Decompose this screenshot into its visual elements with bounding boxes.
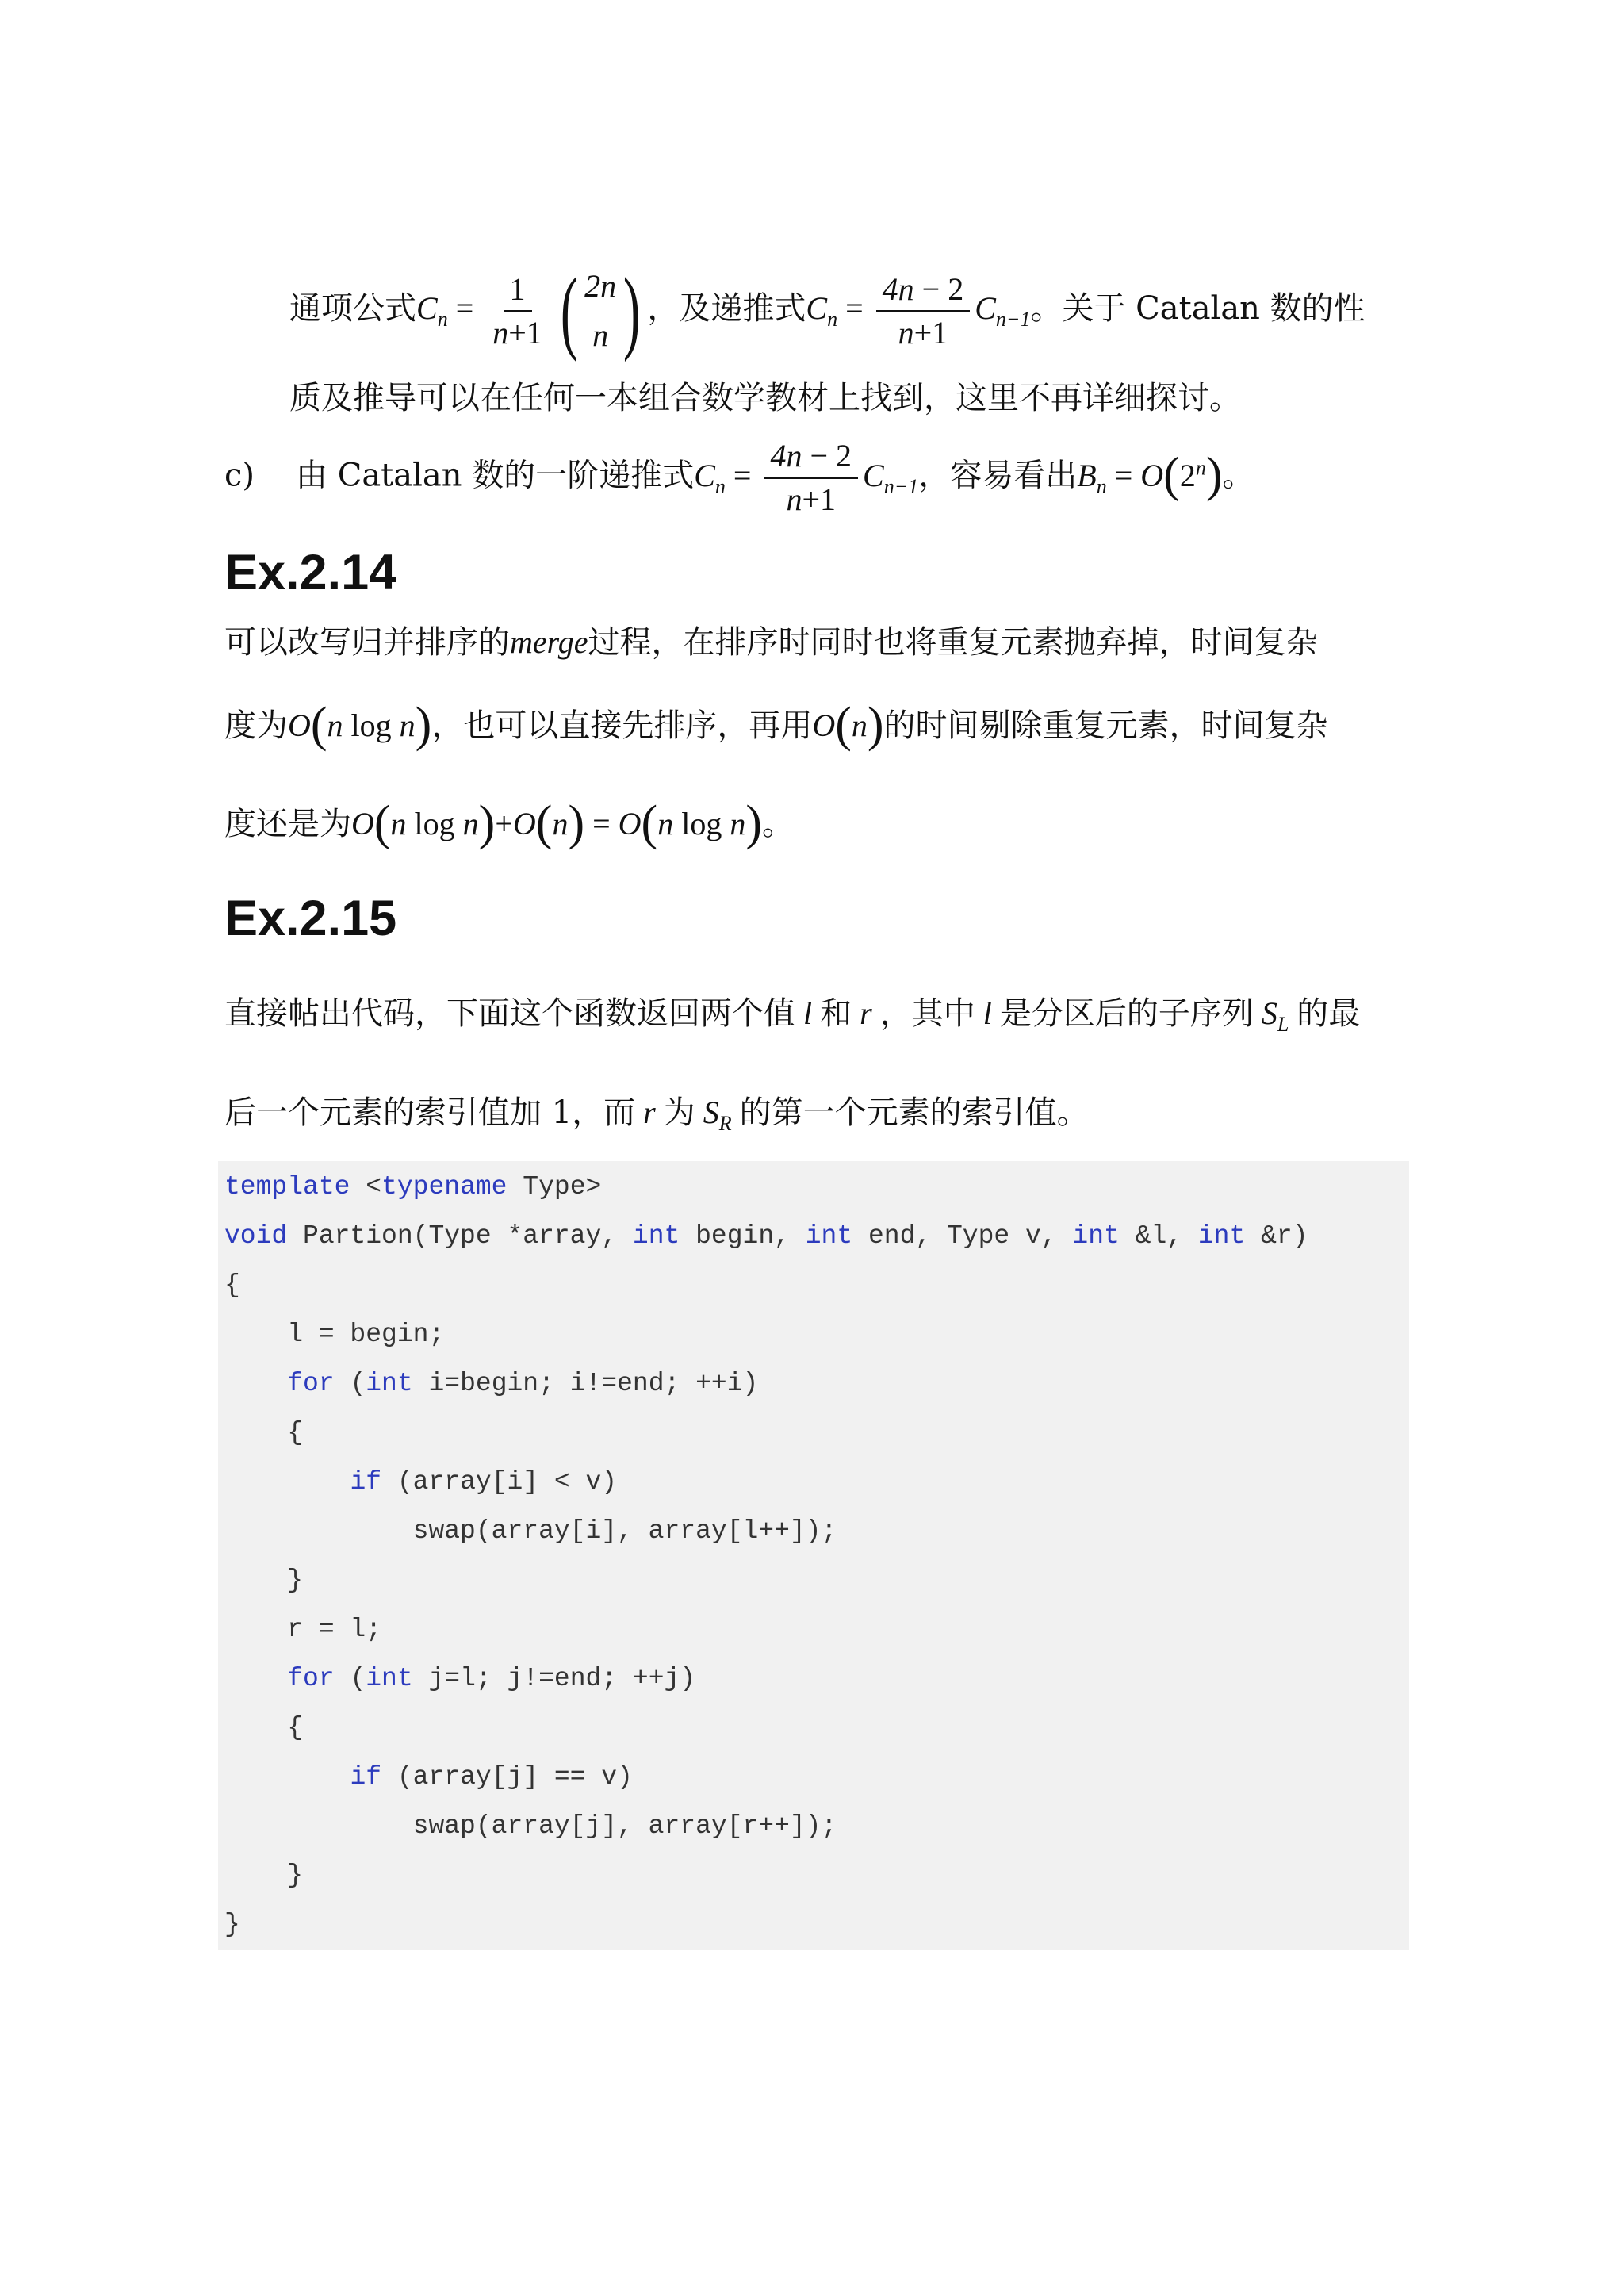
code-text: swap(array[j], array[r++]); bbox=[224, 1811, 837, 1841]
code-text: begin, bbox=[680, 1221, 806, 1251]
math-var-l-2: l bbox=[975, 995, 1000, 1031]
ex14-l1-b: 过程，在排序时同时也将重复元素抛弃掉，时间复杂 bbox=[588, 624, 1318, 661]
code-line bbox=[224, 1370, 758, 1397]
code-line bbox=[224, 1764, 633, 1790]
item-c-mid: ，容易看出 bbox=[918, 457, 1078, 494]
ex14-l2-a: 度为 bbox=[224, 707, 288, 744]
code-text: i=begin; i!=end; ++i) bbox=[412, 1369, 759, 1398]
ex15-line-1 bbox=[224, 995, 1361, 1036]
code-keyword: if bbox=[350, 1467, 382, 1497]
code-text: } bbox=[224, 1566, 304, 1595]
math-o-n: O(n) bbox=[812, 698, 884, 752]
math-fraction-4n2-over-n1: $\frac{4n - 2}{n+1}$ bbox=[876, 274, 971, 349]
ex15-l1-e: 的最 bbox=[1297, 995, 1361, 1032]
math-var-l: l bbox=[795, 995, 821, 1031]
ex14-l1-a: 可以改写归并排序的 bbox=[224, 624, 510, 661]
ex15-line-2 bbox=[224, 1094, 1089, 1135]
code-text bbox=[224, 1467, 350, 1497]
code-text: &r) bbox=[1245, 1221, 1308, 1251]
ex14-line-1 bbox=[224, 624, 1318, 661]
ex15-l2-b: 为 bbox=[663, 1094, 695, 1131]
math-cn-recurrence: $C_n$ = bbox=[806, 290, 864, 331]
code-line bbox=[224, 1420, 303, 1446]
code-keyword: int bbox=[366, 1664, 413, 1693]
code-text: end, Type v, bbox=[852, 1221, 1073, 1251]
code-line bbox=[224, 1665, 695, 1692]
item-c-prefix: 由 Catalan 数的一阶递推式 bbox=[296, 457, 695, 494]
ex14-merge-word: merge bbox=[510, 624, 588, 660]
code-keyword: for bbox=[287, 1664, 335, 1693]
math-o-nlogn: O(n log n) bbox=[288, 698, 432, 752]
code-keyword: int bbox=[805, 1221, 853, 1251]
catalan-formula-line bbox=[289, 259, 1365, 362]
code-text: { bbox=[224, 1418, 304, 1447]
text-prefix: 通项公式 bbox=[289, 290, 416, 327]
math-sl: $S_L$ bbox=[1253, 995, 1289, 1036]
code-text: swap(array[i], array[l++]); bbox=[224, 1516, 837, 1546]
code-keyword: int bbox=[366, 1369, 413, 1398]
ex15-l2-c: 的第一个元素的索引值。 bbox=[739, 1094, 1089, 1131]
code-line bbox=[224, 1862, 303, 1888]
code-text: } bbox=[224, 1910, 240, 1939]
code-text: < bbox=[350, 1172, 382, 1202]
code-line bbox=[224, 1272, 240, 1298]
code-line bbox=[224, 1616, 381, 1642]
ex14-l2-c: 的时间剔除重复元素，时间复杂 bbox=[883, 707, 1328, 744]
ex15-l1-c: ，其中 bbox=[879, 995, 975, 1032]
code-text: Type> bbox=[507, 1172, 602, 1202]
code-text: ( bbox=[334, 1369, 366, 1398]
code-text: } bbox=[224, 1861, 304, 1890]
math-fraction-c: $\frac{4n - 2}{n+1}$ bbox=[764, 440, 858, 516]
code-line bbox=[224, 1813, 837, 1839]
code-keyword: for bbox=[287, 1369, 335, 1398]
code-text: { bbox=[224, 1271, 240, 1300]
code-text: r = l; bbox=[224, 1615, 382, 1644]
code-keyword: int bbox=[632, 1221, 680, 1251]
code-keyword: if bbox=[350, 1762, 382, 1792]
math-var-r: r bbox=[852, 995, 880, 1031]
heading-ex-2-15: Ex.2.15 bbox=[224, 891, 397, 946]
code-text: { bbox=[224, 1713, 304, 1742]
text-suffix: 。关于 Catalan 数的性 bbox=[1030, 290, 1365, 327]
text-mid: ，及递推式 bbox=[647, 290, 806, 327]
math-sr: $S_R$ bbox=[695, 1094, 732, 1135]
math-complexity-sum: O(n log n)+O(n) = O(n log n) bbox=[351, 796, 762, 850]
code-text: Partion(Type *array, bbox=[287, 1221, 633, 1251]
item-c-line bbox=[224, 440, 1254, 516]
heading-ex-2-14: Ex.2.14 bbox=[224, 545, 397, 600]
code-text bbox=[224, 1762, 350, 1792]
math-cn1-c: $C_{n-1}$ bbox=[863, 457, 919, 498]
code-keyword: void bbox=[224, 1221, 288, 1251]
math-var-r-2: r bbox=[635, 1094, 664, 1130]
code-line bbox=[224, 1223, 1308, 1249]
code-line bbox=[224, 1715, 303, 1741]
code-text: j=l; j!=end; ++j) bbox=[412, 1664, 696, 1693]
code-line bbox=[224, 1567, 303, 1593]
ex15-l1-a: 直接帖出代码，下面这个函数返回两个值 bbox=[224, 995, 795, 1032]
code-text bbox=[224, 1664, 287, 1693]
code-line bbox=[224, 1469, 617, 1495]
catalan-continuation: 质及推导可以在任何一本组合数学教材上找到，这里不再详细探讨。 bbox=[289, 380, 1241, 416]
code-text bbox=[224, 1369, 287, 1398]
code-keyword: int bbox=[1072, 1221, 1120, 1251]
ex15-l1-d: 是分区后的子序列 bbox=[999, 995, 1254, 1032]
code-text: (array[j] == v) bbox=[381, 1762, 633, 1792]
code-text: ( bbox=[334, 1664, 366, 1693]
code-keyword: int bbox=[1197, 1221, 1246, 1251]
ex14-line-3 bbox=[224, 796, 794, 850]
math-cn: $C_n$ = bbox=[416, 290, 474, 331]
item-c-label: c) bbox=[224, 457, 255, 494]
math-bn-bound: $B_n = O(2^n)$ bbox=[1077, 447, 1223, 502]
code-keyword: template bbox=[224, 1172, 350, 1202]
math-fraction-1-over-n1: $\frac{1}{n+1}$ bbox=[492, 270, 542, 351]
math-cn-minus-1: $C_{n-1}$ bbox=[975, 290, 1031, 331]
code-text: &l, bbox=[1119, 1221, 1198, 1251]
code-line bbox=[224, 1321, 444, 1347]
ex15-l2-a: 后一个元素的索引值加 1，而 bbox=[224, 1094, 636, 1131]
code-text: (array[i] < v) bbox=[381, 1467, 618, 1497]
ex15-l1-b: 和 bbox=[820, 995, 852, 1032]
ex14-line-2 bbox=[224, 698, 1328, 752]
math-binomial-2n-n: ( 2n n ) bbox=[560, 259, 641, 362]
ex14-l3-a: 度还是为 bbox=[224, 806, 351, 842]
code-keyword: typename bbox=[381, 1172, 508, 1202]
math-cn-c: $C_n$ = bbox=[694, 457, 752, 498]
code-text: l = begin; bbox=[224, 1320, 445, 1349]
code-line bbox=[224, 1518, 837, 1544]
ex14-l2-b: ，也可以直接先排序，再用 bbox=[431, 707, 813, 744]
ex14-l3-end: 。 bbox=[761, 806, 794, 842]
code-line bbox=[224, 1174, 601, 1200]
item-c-suffix: 。 bbox=[1222, 457, 1254, 494]
code-line bbox=[224, 1911, 240, 1938]
